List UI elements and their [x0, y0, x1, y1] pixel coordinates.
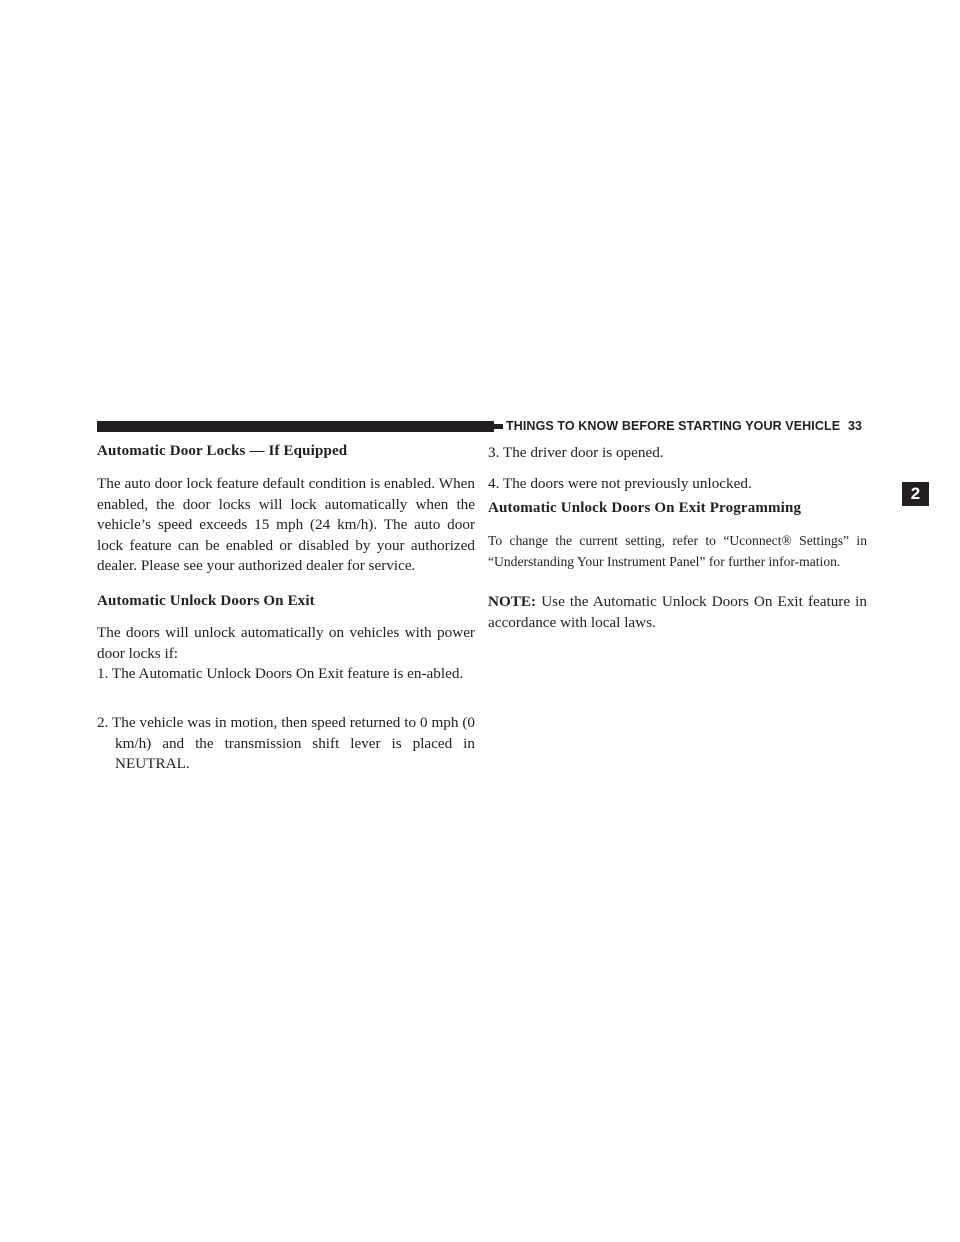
running-header-title: THINGS TO KNOW BEFORE STARTING YOUR VEHICLE [506, 419, 841, 433]
header-rule [97, 421, 494, 432]
list-item-4: 4. The doors were not previously unlocked. [488, 475, 752, 492]
chapter-tab: 2 [902, 482, 929, 506]
note-label: NOTE: [488, 593, 537, 610]
list-item-3: 3. The driver door is opened. [488, 444, 664, 461]
note-text: Use the Automatic Unlock Doors On Exit feature in accordance with local laws. [488, 593, 867, 631]
heading-automatic-door-locks: Automatic Door Locks — If Equipped [97, 443, 348, 459]
page-number: 33 [848, 419, 862, 433]
note-paragraph [488, 592, 867, 633]
paragraph-unlock-doors-on-exit: The doors will unlock automatically on vehicles with power door locks if: [97, 624, 475, 662]
heading-unlock-programming: Automatic Unlock Doors On Exit Programming [488, 500, 802, 516]
heading-unlock-doors-on-exit: Automatic Unlock Doors On Exit [97, 593, 315, 609]
paragraph-unlock-programming: To change the current setting, refer to “Uconnect® Settings” in “Understanding Your Instrument Panel” for further infor-mation. [488, 533, 867, 569]
header-rule-tail [494, 424, 503, 429]
paragraph-automatic-door-locks: The auto door lock feature default condition is enabled. When enabled, the door locks will lock automatically when the vehicle’s speed exceeds 15 mph (24 km/h). The auto door lock feature can be enabled or disabled by your authorized dealer. Please see your authorized dealer for service. [97, 475, 475, 574]
list-item-2: 2. The vehicle was in motion, then speed returned to 0 mph (0 km/h) and the transmission shift lever is placed in NEUTRAL. [97, 714, 475, 772]
list-item-1: 1. The Automatic Unlock Doors On Exit feature is en-abled. [97, 665, 464, 682]
